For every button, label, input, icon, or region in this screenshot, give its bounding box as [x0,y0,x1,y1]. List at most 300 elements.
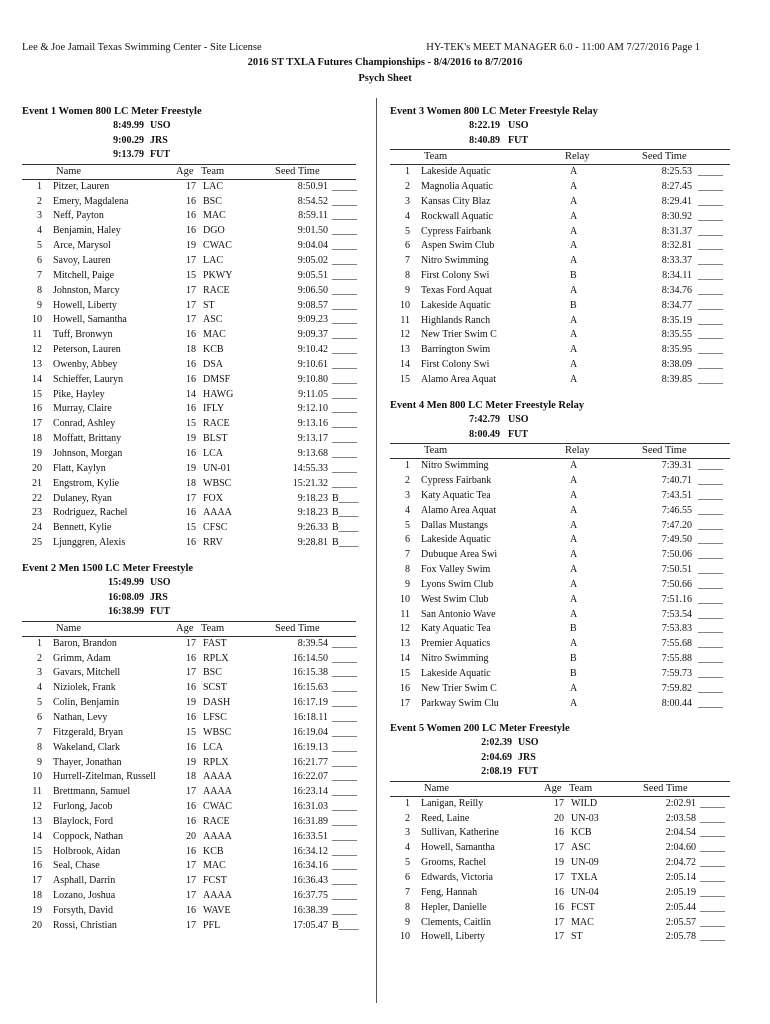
entry-mark: _____ [332,637,357,649]
standard-time: 8:22.19 [469,120,500,131]
entry-seed-time: 16:19.04 [292,726,328,738]
entry-relay: A [570,593,578,605]
entry-seed-time: 8:38.09 [661,359,692,371]
entry-mark: _____ [698,564,723,576]
entry-seed-time: 16:34.12 [292,845,328,857]
entry-mark: _____ [700,886,725,898]
entry-seed-time: 16:22.07 [292,771,328,783]
entry-team: AAAA [203,890,232,902]
entry-team: MAC [203,860,226,872]
entry-mark: B____ [332,537,359,549]
entry-rank: 13 [32,358,42,370]
entry-mark: _____ [332,462,357,474]
event-block [390,721,730,945]
standard-code: USO [150,120,171,131]
table-row [22,681,356,696]
entry-seed-time: 2:05.14 [665,872,696,883]
entry-age: 17 [186,492,196,504]
entry-mark: _____ [332,771,357,783]
entry-mark: _____ [698,697,723,709]
entry-mark: _____ [698,638,723,650]
entry-name: Wakeland, Clark [53,741,120,753]
entry-age: 20 [554,812,564,824]
entry-rank: 8 [37,741,42,753]
entry-name: Owenby, Abbey [53,358,118,370]
entry-team: LFSC [203,712,227,723]
entry-age: 16 [554,886,564,898]
entry-rank: 16 [400,682,410,694]
entry-name: Holbrook, Aidan [53,845,121,857]
entry-mark: _____ [332,741,357,753]
entry-relay: A [570,314,578,326]
entry-mark: _____ [698,166,723,178]
entry-mark: _____ [332,299,357,311]
entry-age: 16 [186,373,196,385]
entry-team: New Trier Swim C [421,329,497,341]
table-row [22,874,356,889]
seed-column-header: Seed Time [275,622,320,634]
entry-seed-time: 9:09.37 [297,329,328,341]
entry-seed-time: 7:40.71 [661,475,692,487]
entry-team: DGO [203,225,225,237]
entry-name: Conrad, Ashley [53,418,116,430]
entry-team: AAAA [203,830,232,842]
entry-seed-time: 9:04.04 [297,240,328,252]
entry-rank: 7 [37,726,42,738]
entry-mark: _____ [698,549,723,561]
entry-relay: B [570,668,577,679]
team-column-header: Team [569,782,593,794]
entry-team: Parkway Swim Clu [421,697,499,709]
event-title: Event 5 Women 200 LC Meter Freestyle [390,723,570,734]
standard-code: FUT [150,606,170,618]
entry-rank: 3 [37,667,42,679]
entry-rank: 20 [32,462,42,474]
entry-team: Katy Aquatic Tea [421,623,491,635]
entry-name: Bennett, Kylie [53,522,112,534]
entry-seed-time: 2:05.57 [665,916,696,928]
entry-age: 16 [186,195,196,207]
entry-rank: 15 [400,668,410,679]
entry-rank: 8 [405,270,410,282]
entry-rank: 12 [400,623,410,635]
table-row [390,519,730,534]
entry-seed-time: 7:53.54 [661,608,692,620]
entry-rank: 6 [37,255,42,266]
entry-mark: _____ [332,786,357,798]
entry-rank: 19 [32,904,42,916]
table-row [390,886,730,901]
entry-seed-time: 9:13.68 [297,447,328,459]
entry-seed-time: 9:05.02 [297,255,328,266]
table-row [22,492,359,507]
entry-rank: 12 [32,344,42,356]
time-standard [22,134,356,149]
standard-time: 7:42.79 [469,414,500,425]
entry-age: 17 [186,284,196,296]
entry-team: RRV [203,537,223,549]
entry-team: Lakeside Aquatic [421,668,491,679]
entry-relay: B [570,270,577,282]
entry-rank: 5 [405,519,410,531]
entry-rank: 4 [37,225,42,237]
entry-mark: _____ [332,210,357,222]
entry-rank: 2 [37,652,42,664]
entry-age: 16 [186,801,196,813]
entry-team: Lakeside Aquatic [421,166,491,178]
entry-team: DASH [203,697,231,709]
entry-age: 20 [186,830,196,842]
entry-team: San Antonio Wave [421,608,496,620]
entry-team: UN-04 [571,886,599,898]
entry-mark: _____ [332,815,357,827]
entry-age: 17 [186,890,196,902]
entry-rank: 13 [400,638,410,650]
table-row [22,536,359,551]
entry-seed-time: 9:11.05 [298,388,328,400]
entry-mark: B____ [332,522,359,534]
entry-mark: _____ [332,269,357,281]
time-standard [22,148,356,163]
event-block [22,561,359,934]
time-standard [390,413,730,428]
entry-rank: 7 [405,549,410,561]
entry-name: Grimm, Adam [53,652,111,664]
entry-seed-time: 9:13.17 [297,433,328,445]
table-row [390,682,730,697]
entry-seed-time: 15:21.32 [292,477,328,489]
standard-time: 8:00.49 [469,428,500,440]
entry-name: Engstrom, Kylie [53,477,120,489]
entry-relay: A [570,284,578,296]
entry-team: DSA [203,358,224,370]
entry-name: Johnston, Marcy [53,284,120,296]
entry-name: Johnson, Morgan [53,447,123,459]
entry-team: CWAC [203,801,232,813]
table-row [22,904,356,919]
entry-team: SCST [203,682,227,694]
entry-relay: A [570,359,578,371]
entry-mark: _____ [700,842,725,854]
table-row [390,254,730,269]
entry-seed-time: 9:18.23 [297,492,328,504]
entry-seed-time: 9:05.51 [297,269,328,281]
entry-seed-time: 9:10.80 [297,373,328,385]
site-license-label: Lee & Joe Jamail Texas Swimming Center - Site License [22,42,262,53]
entry-team: Rockwall Aquatic [421,210,493,222]
entry-mark: _____ [332,477,357,489]
entry-name: Niziolek, Frank [53,682,116,694]
entry-seed-time: 2:03.58 [665,812,696,824]
entry-mark: _____ [332,329,357,341]
entry-name: Arce, Marysol [53,240,111,252]
entry-team: KCB [203,845,224,857]
entry-team: RPLX [203,756,229,768]
entry-seed-time: 8:25.53 [661,166,692,178]
entry-mark: _____ [332,403,357,415]
entry-team: RACE [203,815,230,827]
entry-age: 16 [186,358,196,370]
entry-rank: 15 [32,845,42,857]
table-row [390,504,730,519]
entry-seed-time: 16:19.13 [292,741,328,753]
time-standard [22,119,356,134]
entry-age: 16 [186,712,196,723]
entry-seed-time: 8:34.11 [662,270,692,282]
table-row [390,225,730,240]
entry-team: FCST [571,901,595,913]
entry-seed-time: 9:28.81 [297,537,328,549]
entry-team: KCB [203,344,224,356]
entry-team: ST [571,931,583,943]
entry-name: Clements, Caitlin [421,916,491,928]
entry-relay: A [570,638,578,650]
entry-mark: _____ [700,857,725,869]
entry-seed-time: 7:39.31 [661,460,692,472]
entry-relay: A [570,240,578,252]
entry-rank: 5 [37,240,42,252]
entry-rank: 11 [32,329,42,341]
entry-rank: 13 [32,815,42,827]
entry-seed-time: 8:34.77 [661,299,692,311]
table-row [22,328,356,343]
table-row [390,328,730,343]
table-row [22,180,356,195]
entry-age: 15 [186,726,196,738]
entry-seed-time: 16:34.16 [292,860,328,872]
entry-name: Pike, Hayley [53,388,105,400]
table-row [22,711,356,726]
entry-age: 17 [186,299,196,311]
entry-mark: _____ [332,904,357,916]
entry-team: Lyons Swim Club [421,578,494,590]
entry-rank: 25 [32,537,42,549]
table-row [390,593,730,608]
entry-team: ST [203,299,215,311]
entry-age: 17 [554,872,564,883]
entry-name: Nathan, Levy [53,712,108,723]
team-column-header: Team [424,151,448,163]
entry-relay: A [570,374,578,385]
table-row [390,797,730,812]
entry-mark: _____ [698,460,723,472]
entry-seed-time: 7:46.55 [661,504,692,516]
name-column-header: Name [56,622,82,634]
entry-rank: 3 [37,210,42,222]
entry-rank: 11 [400,608,410,620]
entry-age: 18 [186,344,196,356]
table-row [22,859,356,874]
event-block [390,398,730,712]
entry-mark: _____ [700,901,725,913]
entry-relay: A [570,225,578,237]
entry-team: Nitro Swimming [421,653,489,665]
table-row [390,314,730,329]
entry-team: Nitro Swimming [421,255,489,267]
entry-seed-time: 8:59.11 [298,210,328,222]
entry-seed-time: 7:43.51 [661,489,692,501]
entry-relay: A [570,475,578,487]
table-row [22,521,359,536]
entry-name: Gavars, Mitchell [53,667,121,679]
entry-rank: 10 [400,931,410,943]
entry-team: Highlands Ranch [421,314,491,326]
entry-rank: 4 [405,210,410,222]
entry-name: Murray, Claire [53,403,112,415]
standard-code: USO [508,414,529,425]
entry-relay: A [570,195,578,207]
column-header-row [390,444,730,458]
entry-age: 19 [186,756,196,768]
entry-team: Premier Aquatics [421,638,491,650]
entry-team: Fox Valley Swim [421,564,491,576]
entry-name: Grooms, Rachel [421,857,486,869]
entry-rank: 23 [32,507,42,519]
entry-name: Thayer, Jonathan [53,756,122,768]
entry-team: RACE [203,284,230,296]
standard-time: 8:49.99 [113,120,144,131]
table-row [390,622,730,637]
entry-team: West Swim Club [421,593,489,605]
entry-mark: B____ [332,919,359,931]
table-row [22,373,356,388]
entry-team: Magnolia Aquatic [421,181,493,193]
entry-seed-time: 16:37.75 [292,890,328,902]
entry-name: Tuff, Bronwyn [53,329,113,341]
entry-name: Seal, Chase [53,860,100,872]
standard-time: 16:38.99 [108,606,144,618]
standard-time: 15:49.99 [108,577,144,588]
entry-name: Lozano, Joshua [53,890,116,902]
entry-team: PKWY [203,269,233,281]
entry-mark: _____ [698,374,723,385]
table-row [22,269,356,284]
entry-name: Hurrell-Zitelman, Russell [53,771,156,783]
entry-mark: _____ [700,916,725,928]
entry-name: Edwards, Victoria [421,872,493,883]
entry-name: Peterson, Lauren [53,344,121,356]
table-row [390,165,730,180]
entry-mark: _____ [700,812,725,824]
entry-seed-time: 7:55.88 [661,653,692,665]
entry-mark: _____ [332,418,357,430]
table-row [390,812,730,827]
table-row [390,826,730,841]
column-divider [376,98,377,1003]
entry-mark: _____ [698,578,723,590]
relay-column-header: Relay [565,151,590,163]
entry-age: 17 [186,180,196,192]
entry-seed-time: 8:31.37 [661,225,692,237]
entry-seed-time: 9:08.57 [297,299,328,311]
entry-mark: _____ [700,931,725,943]
entry-seed-time: 16:31.03 [292,801,328,813]
entry-mark: _____ [332,667,357,679]
seed-column-header: Seed Time [642,151,687,163]
entry-mark: _____ [698,653,723,665]
entry-mark: _____ [332,756,357,768]
entry-name: Howell, Liberty [53,299,117,311]
entry-seed-time: 2:05.19 [665,886,696,898]
entry-rank: 1 [405,166,410,178]
entry-rank: 9 [37,756,42,768]
column-header-row [390,150,730,164]
entry-team: WBSC [203,726,232,738]
table-row [390,697,730,712]
entry-age: 16 [186,507,196,519]
event-title: Event 4 Men 800 LC Meter Freestyle Relay [390,400,585,411]
entry-rank: 3 [405,489,410,501]
entry-seed-time: 7:50.06 [661,549,692,561]
entry-seed-time: 7:50.51 [661,564,692,576]
entry-name: Forsyth, David [53,904,113,916]
entry-rank: 10 [32,771,42,783]
entry-age: 16 [186,537,196,549]
standard-time: 16:08.09 [108,591,144,603]
table-row [22,432,356,447]
entry-team: Dallas Mustangs [421,519,488,531]
entry-team: First Colony Swi [421,359,490,371]
entry-mark: _____ [332,373,357,385]
standard-code: FUT [508,134,528,146]
entry-rank: 5 [405,857,410,869]
entry-rank: 10 [400,593,410,605]
entry-rank: 9 [405,578,410,590]
entry-rank: 1 [37,180,42,192]
event-block [22,104,359,551]
entry-seed-time: 9:09.23 [297,314,328,326]
entry-relay: A [570,210,578,222]
entry-seed-time: 16:15.63 [292,682,328,694]
entry-team: WAVE [203,904,231,916]
entry-age: 16 [186,815,196,827]
entry-team: PFL [203,919,221,931]
entry-relay: A [570,504,578,516]
entry-team: RPLX [203,652,229,664]
entry-team: Cypress Fairbank [421,475,492,487]
entry-team: BSC [203,195,222,207]
entry-rank: 11 [32,786,42,798]
entry-team: Texas Ford Aquat [421,284,492,296]
entry-rank: 3 [405,827,410,839]
entry-relay: A [570,489,578,501]
entry-age: 16 [186,329,196,341]
entry-relay: A [570,460,578,472]
entry-age: 17 [186,919,196,931]
table-row [22,209,356,224]
entry-rank: 1 [405,797,410,809]
entry-team: UN-03 [571,812,599,824]
table-row [390,299,730,314]
table-row [390,358,730,373]
entry-mark: _____ [698,195,723,207]
table-row [22,239,356,254]
entry-seed-time: 8:35.95 [661,344,692,356]
entry-rank: 9 [405,916,410,928]
entry-mark: _____ [698,359,723,371]
table-row [22,830,356,845]
entry-mark: _____ [700,797,725,809]
entry-team: AAAA [203,507,232,519]
table-row [22,195,356,210]
entry-team: KCB [571,827,592,839]
table-row [390,667,730,682]
entry-age: 16 [554,827,564,839]
entry-name: Lanigan, Reilly [421,797,484,809]
entry-rank: 7 [37,269,42,281]
seed-column-header: Seed Time [642,445,687,457]
entry-age: 16 [186,652,196,664]
